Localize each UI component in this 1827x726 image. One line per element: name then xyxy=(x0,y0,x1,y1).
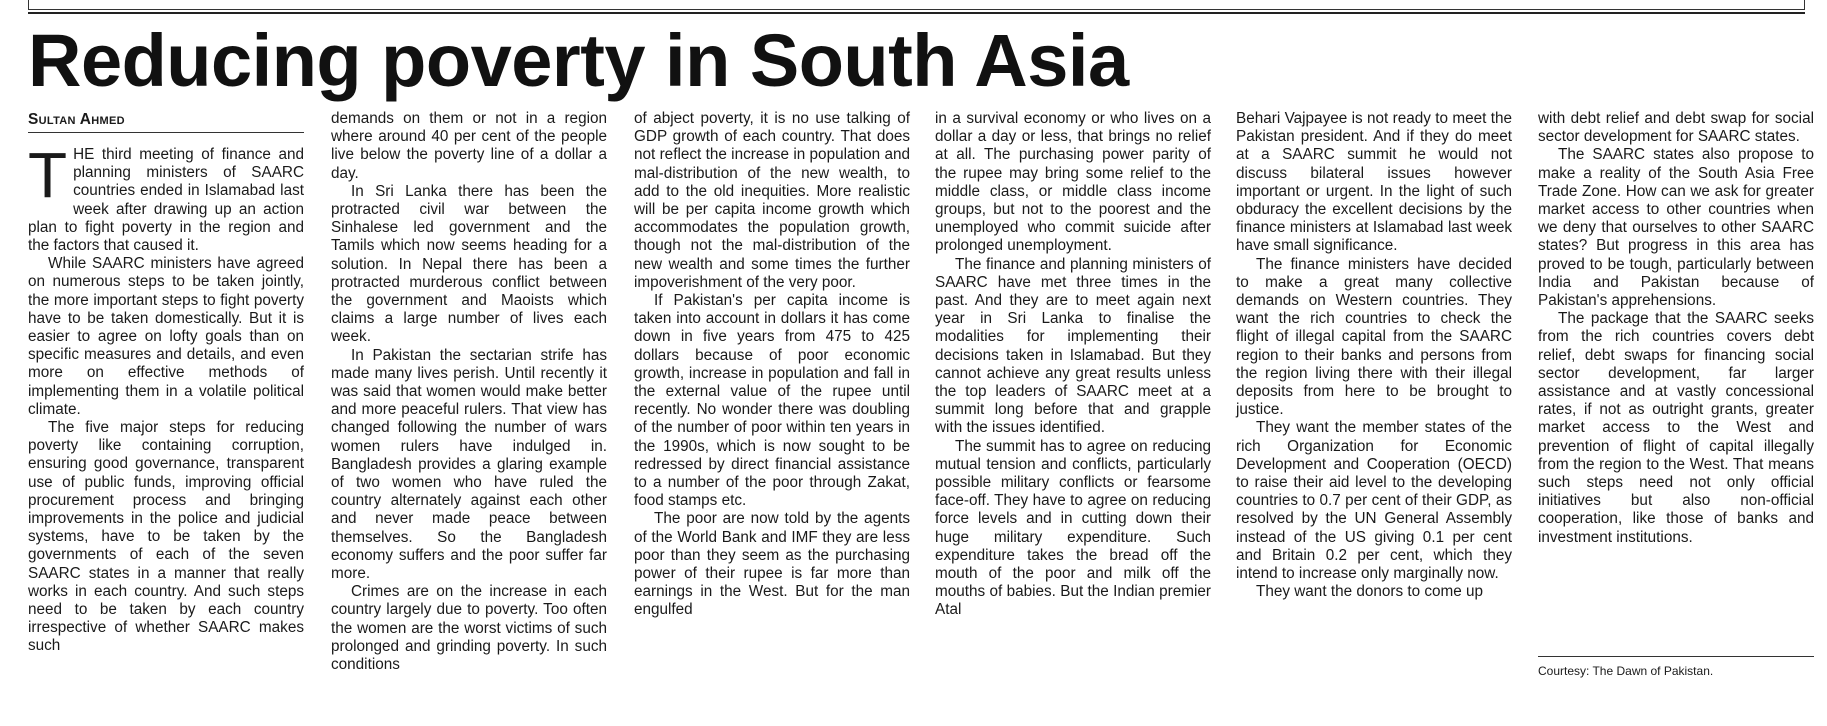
article-headline: Reducing poverty in South Asia xyxy=(28,19,1129,102)
paragraph-2-4: Crimes are on the increase in each country largely due to poverty. Too often the women are the worst victims of such prolonged and grinding poverty. In such conditions xyxy=(331,583,607,674)
article-column-3 xyxy=(634,110,910,620)
top-rule-line xyxy=(28,12,1805,14)
paragraph-1-1 xyxy=(28,139,304,255)
courtesy-divider xyxy=(1538,656,1814,657)
article-column-6 xyxy=(1538,110,1814,547)
paragraph-2-3: In Pakistan the sectarian strife has made many lives perish. Until recently it was said that women would make better and more peaceful rulers. That view has changed following the number of wars women rulers have indulged in. Bangladesh provides a glaring example of two women who have ruled the country alternately against each other and never made peace between themselves. So the Bangladesh economy suffers and the poor suffer far more. xyxy=(331,346,607,583)
paragraph-1-3: The five major steps for reducing poverty like containing corruption, ensuring good governance, transparent use of public funds, improving official procurement process and bringing improvements in the police and judicial systems, have to be taken by the governments of each of the seven SAARC states in a manner that really works in each country. And such steps need to be taken by each country irrespective of whether SAARC makes such xyxy=(28,419,304,655)
paragraph-text: HE third meeting of finance and planning ministers of SAARC countries ended in Islamabad last week after drawing up an action plan to fight poverty in the region and the factors that caused it. xyxy=(28,146,304,255)
courtesy-credit: Courtesy: The Dawn of Pakistan. xyxy=(1538,664,1714,678)
paragraph-1-2: While SAARC ministers have agreed on numerous steps to be taken jointly, the more important steps to fight poverty have to be taken domestically. But it is easier to agree on lofty goals than on specific measures and details, and even more on effective methods of implementing them in a volatile political climate. xyxy=(28,255,304,418)
paragraph-2-2: In Sri Lanka there has been the protracted civil war between the Sinhalese led government and the Tamils which now seems heading for a solution. In Nepal there has been a protracted murderous conflict between the government and Maoists which claims a large number of lives each week. xyxy=(331,182,607,346)
paragraph-3-2: If Pakistan's per capita income is taken into account in dollars it has come down in five years from 475 to 425 dollars because of poor economic growth, increase in population and fall in the external value of the rupee until recently. No wonder there was doubling of the number of poor within ten years in the 1990s, which is now sought to be redressed by direct financial assistance to a number of the poor through Zakat, food stamps etc. xyxy=(634,292,910,510)
article-column-4 xyxy=(935,110,1211,620)
paragraph-3-1: of abject poverty, it is no use talking of GDP growth of each country. That does not reflect the increase in population and mal-distribution of the new wealth, to add to the old inequities. More realistic will be per capita income growth which accommodates the population growth, though not the mal-distribution of the new wealth and some times the further impoverishment of the very poor. xyxy=(634,110,910,291)
paragraph-4-2: The finance and planning ministers of SAARC have met three times in the past. And they are to meet again next year in Sri Lanka to finalise the modalities for implementing their decisions taken in Islamabad. But they cannot achieve any great results unless the top leaders of SAARC meet at a summit long before that and grapple with the issues identified. xyxy=(935,255,1211,437)
paragraph-6-3: The package that the SAARC seeks from the rich countries covers debt relief, debt swaps for financing social sector development, far larger assistance and at vastly concessional rates, if not as outright grants, greater market access to the West and prevention of flight of capital illegally from the region to the West. That means such steps need not only official initiatives but also non-official cooperation, like those of banks and investment institutions. xyxy=(1538,310,1814,546)
paragraph-5-1: Behari Vajpayee is not ready to meet the Pakistan president. And if they do meet at a SAARC summit he would not discuss bilateral issues however important or urgent. In the light of such obduracy the excellent decisions by the finance ministers at Islamabad last week have small significance. xyxy=(1236,110,1512,255)
top-rule-box xyxy=(28,0,1805,10)
paragraph-4-1: in a survival economy or who lives on a dollar a day or less, that brings no relief at all. The purchasing power parity of the rupee may bring some relief to the middle class, or middle class income groups, but not to the poorest and the unemployed who commit suicide after prolonged unemployment. xyxy=(935,110,1211,255)
article-column-1 xyxy=(28,139,304,656)
paragraph-6-2: The SAARC states also propose to make a reality of the South Asia Free Trade Zone. How can we ask for greater market access to other countries when we deny that ourselves to other SAARC states? But progress in this area has proved to be tough, particularly between India and Pakistan because of Pakistan's apprehensions. xyxy=(1538,146,1814,310)
paragraph-5-4: They want the donors to come up xyxy=(1256,583,1484,601)
paragraph-6-1: with debt relief and debt swap for social sector development for SAARC states. xyxy=(1538,110,1814,146)
article-column-5 xyxy=(1236,110,1512,601)
paragraph-5-2: The finance ministers have decided to make a great many collective demands on Western countries. They want the rich countries to check the flight of illegal capital from the SAARC region to their banks and persons from the region living there with their illegal deposits from here to be brought to justice. xyxy=(1236,255,1512,419)
drop-cap: T xyxy=(28,139,68,211)
paragraph-2-1: demands on them or not in a region where around 40 per cent of the people live below the poverty line of a dollar a day. xyxy=(331,110,607,182)
paragraph-5-3: They want the member states of the rich Organization for Economic Development and Cooperation (OECD) to raise their aid level to the developing countries to 0.7 per cent of their GDP, as resolved by the UN General Assembly instead of the US giving 0.1 per cent and Britain 0.2 per cent, which they intend to increase only marginally now. xyxy=(1236,419,1512,583)
paragraph-3-3: The poor are now told by the agents of the World Bank and IMF they are less poor than they seem as the purchasing power of their rupee is far more than earnings in the West. But for the man engulfed xyxy=(634,510,910,619)
article-column-2 xyxy=(331,110,607,674)
article-byline: Sultan Ahmed xyxy=(28,111,304,133)
paragraph-4-3: The summit has to agree on reducing mutual tension and conflicts, particularly possible military conflicts or fearsome face-off. They have to agree on reducing force levels and in cutting down their huge military expenditure. Such expenditure takes the bread off the mouth of the poor and milk off the mouths of babies. But the Indian premier Atal xyxy=(935,437,1211,619)
